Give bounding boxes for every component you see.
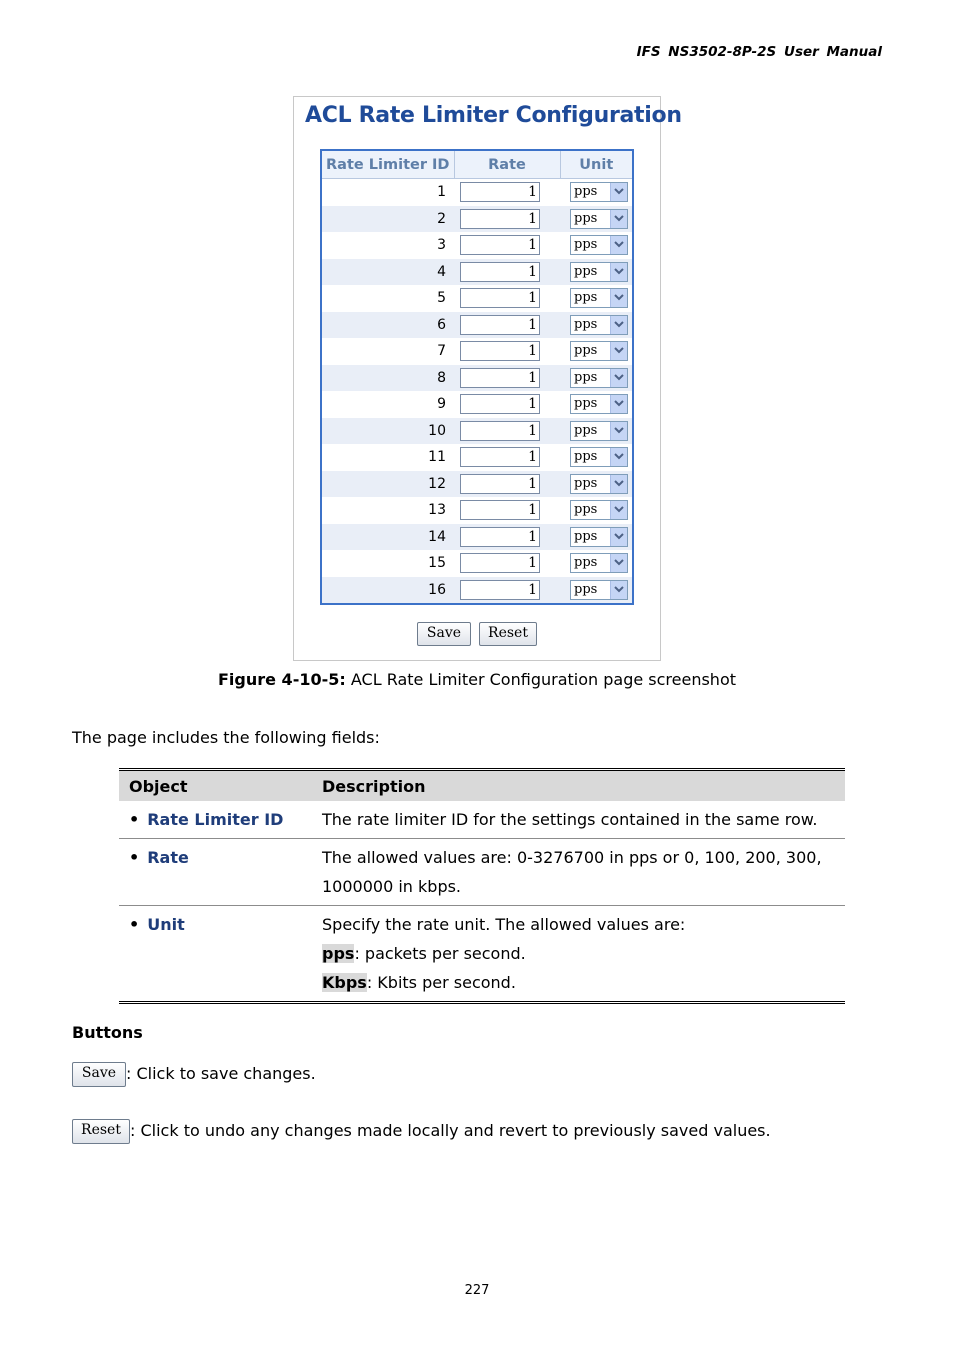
rate-cell xyxy=(454,444,560,471)
unit-select[interactable] xyxy=(570,341,628,361)
rate-limiter-id: 2 xyxy=(321,206,454,233)
rate-cell xyxy=(454,206,560,233)
bullet-icon: • xyxy=(129,810,140,829)
description-cell xyxy=(312,839,845,906)
chevron-down-icon[interactable] xyxy=(610,501,627,519)
table-row xyxy=(321,550,633,577)
rate-limiter-id: 12 xyxy=(321,471,454,498)
table-row xyxy=(321,312,633,339)
unit-cell xyxy=(560,232,633,259)
table-row xyxy=(321,418,633,445)
chevron-down-icon[interactable] xyxy=(610,395,627,413)
rate-limiter-table xyxy=(320,149,634,605)
rate-input[interactable]: 1 xyxy=(460,553,540,573)
rate-input[interactable]: 1 xyxy=(460,474,540,494)
unit-select-value: pps xyxy=(574,528,598,544)
rate-limiter-id: 10 xyxy=(321,418,454,445)
rate-cell xyxy=(454,391,560,418)
buttons-heading: Buttons xyxy=(72,1023,143,1042)
unit-select[interactable] xyxy=(570,368,628,388)
description-line: The rate limiter ID for the settings contained in the same row. xyxy=(322,810,818,829)
unit-select[interactable] xyxy=(570,235,628,255)
rate-input[interactable]: 1 xyxy=(460,235,540,255)
unit-cell xyxy=(560,497,633,524)
rate-cell xyxy=(454,232,560,259)
unit-cell xyxy=(560,259,633,286)
unit-cell xyxy=(560,444,633,471)
unit-cell xyxy=(560,338,633,365)
chevron-down-icon[interactable] xyxy=(610,289,627,307)
rate-cell xyxy=(454,338,560,365)
unit-select-value: pps xyxy=(574,263,598,279)
unit-cell xyxy=(560,577,633,605)
save-desc-text: : Click to save changes. xyxy=(126,1064,316,1083)
description-cell xyxy=(312,906,845,1003)
rate-cell xyxy=(454,471,560,498)
rate-input[interactable]: 1 xyxy=(460,288,540,308)
unit-select-value: pps xyxy=(574,502,598,518)
figure-caption xyxy=(0,670,954,689)
description-line: Specify the rate unit. The allowed values are: xyxy=(322,915,686,934)
rate-input[interactable]: 1 xyxy=(460,580,540,600)
rate-cell xyxy=(454,550,560,577)
table-row xyxy=(321,365,633,392)
unit-cell xyxy=(560,206,633,233)
unit-cell xyxy=(560,179,633,206)
unit-cell xyxy=(560,365,633,392)
save-button-description xyxy=(72,1062,316,1087)
rate-limiter-id: 6 xyxy=(321,312,454,339)
rate-limiter-id: 11 xyxy=(428,449,446,466)
unit-cell xyxy=(560,391,633,418)
chevron-down-icon[interactable] xyxy=(610,528,627,546)
unit-select-value: pps xyxy=(574,184,598,200)
unit-select[interactable] xyxy=(570,553,628,573)
table-row xyxy=(321,444,633,471)
unit-select-value: pps xyxy=(574,369,598,385)
caption-text: ACL Rate Limiter Configuration page screenshot xyxy=(345,670,736,689)
chevron-down-icon[interactable] xyxy=(610,554,627,572)
unit-select[interactable] xyxy=(570,182,628,202)
unit-select[interactable] xyxy=(570,315,628,335)
unit-cell xyxy=(560,312,633,339)
rate-input[interactable]: 1 xyxy=(460,368,540,388)
unit-select[interactable] xyxy=(570,447,628,467)
column-header-unit: Unit xyxy=(560,150,633,179)
unit-select-value: pps xyxy=(574,422,598,438)
running-header: IFS NS3502-8P-2S User Manual xyxy=(636,44,882,60)
column-header-id: Rate Limiter ID xyxy=(321,150,454,179)
unit-select-value: pps xyxy=(574,475,598,491)
chevron-down-icon[interactable] xyxy=(610,422,627,440)
unit-select-value: pps xyxy=(574,316,598,332)
object-name: Unit xyxy=(147,915,185,934)
rate-cell xyxy=(454,524,560,551)
option-key: pps xyxy=(322,944,355,963)
rate-limiter-id: 15 xyxy=(428,555,446,572)
save-button-sample[interactable]: Save xyxy=(72,1062,126,1087)
table-row xyxy=(321,471,633,498)
rate-limiter-id: 1 xyxy=(437,184,446,201)
unit-select[interactable] xyxy=(570,580,628,600)
object-cell xyxy=(119,801,312,839)
rate-input[interactable]: 1 xyxy=(460,209,540,229)
option-text: : Kbits per second. xyxy=(366,973,516,992)
rate-input[interactable]: 1 xyxy=(460,447,540,467)
unit-select[interactable] xyxy=(570,421,628,441)
option-key: Kbps xyxy=(322,973,367,992)
rate-cell xyxy=(454,577,560,605)
table-row xyxy=(321,497,633,524)
unit-select-value: pps xyxy=(574,237,598,253)
rate-limiter-id: 7 xyxy=(437,343,446,360)
unit-select[interactable] xyxy=(570,394,628,414)
object-cell xyxy=(119,839,312,906)
rate-input[interactable]: 1 xyxy=(460,394,540,414)
unit-select-value: pps xyxy=(574,343,598,359)
save-button[interactable]: Save xyxy=(417,622,471,646)
unit-select[interactable] xyxy=(570,474,628,494)
unit-cell xyxy=(560,418,633,445)
chevron-down-icon[interactable] xyxy=(610,581,627,599)
rate-cell xyxy=(454,497,560,524)
rate-limiter-id: 9 xyxy=(437,396,446,413)
unit-cell xyxy=(560,471,633,498)
fields-header-description: Description xyxy=(312,770,845,802)
unit-select-value: pps xyxy=(574,210,598,226)
unit-select-value: pps xyxy=(574,396,598,412)
unit-cell xyxy=(560,285,633,312)
unit-select[interactable] xyxy=(570,527,628,547)
unit-cell xyxy=(560,550,633,577)
caption-label: Figure 4-10-5: xyxy=(217,670,346,689)
rate-cell xyxy=(454,418,560,445)
reset-button-sample[interactable]: Reset xyxy=(72,1119,130,1144)
reset-button[interactable]: Reset xyxy=(479,622,537,646)
option-text: : packets per second. xyxy=(354,944,526,963)
unit-select-value: pps xyxy=(574,290,598,306)
table-row xyxy=(321,206,633,233)
fields-header-object: Object xyxy=(119,770,312,802)
description-cell xyxy=(312,801,845,839)
object-name: Rate xyxy=(147,848,189,867)
chevron-down-icon[interactable] xyxy=(610,316,627,334)
unit-select[interactable] xyxy=(570,288,628,308)
description-line: 1000000 in kbps. xyxy=(322,877,462,896)
chevron-down-icon[interactable] xyxy=(610,475,627,493)
rate-limiter-id: 16 xyxy=(321,577,454,605)
rate-limiter-id: 5 xyxy=(437,290,446,307)
rate-input[interactable]: 1 xyxy=(460,527,540,547)
intro-text: The page includes the following fields: xyxy=(72,728,380,747)
object-cell xyxy=(119,906,312,1003)
rate-limiter-id: 8 xyxy=(321,365,454,392)
chevron-down-icon[interactable] xyxy=(610,369,627,387)
page-title: ACL Rate Limiter Configuration xyxy=(305,103,682,128)
table-row xyxy=(321,179,633,206)
rate-limiter-id: 4 xyxy=(321,259,454,286)
rate-cell xyxy=(454,312,560,339)
table-row xyxy=(321,285,633,312)
table-row xyxy=(119,906,845,1003)
chevron-down-icon[interactable] xyxy=(610,236,627,254)
unit-select[interactable] xyxy=(570,262,628,282)
table-row xyxy=(321,259,633,286)
chevron-down-icon[interactable] xyxy=(610,342,627,360)
chevron-down-icon[interactable] xyxy=(610,210,627,228)
rate-input[interactable]: 1 xyxy=(460,315,540,335)
reset-button-description xyxy=(72,1119,771,1144)
fields-table xyxy=(119,768,845,1004)
bullet-icon: • xyxy=(129,848,140,867)
chevron-down-icon[interactable] xyxy=(610,263,627,281)
object-name: Rate Limiter ID xyxy=(147,810,284,829)
rate-limiter-id: 3 xyxy=(437,237,446,254)
rate-cell xyxy=(454,259,560,286)
rate-limiter-id: 14 xyxy=(321,524,454,551)
unit-select-value: pps xyxy=(574,555,598,571)
chevron-down-icon[interactable] xyxy=(610,183,627,201)
rate-input[interactable]: 1 xyxy=(460,262,540,282)
table-row xyxy=(321,577,633,605)
unit-select-value: pps xyxy=(574,449,598,465)
table-row xyxy=(119,801,845,839)
column-header-rate: Rate xyxy=(454,150,560,179)
table-row xyxy=(321,338,633,365)
table-row xyxy=(119,839,845,906)
table-row xyxy=(321,391,633,418)
rate-input[interactable]: 1 xyxy=(460,421,540,441)
rate-cell xyxy=(454,285,560,312)
bullet-icon: • xyxy=(129,915,140,934)
table-row xyxy=(321,232,633,259)
rate-cell xyxy=(454,179,560,206)
rate-input[interactable]: 1 xyxy=(460,341,540,361)
screenshot-figure xyxy=(293,96,682,661)
unit-select-value: pps xyxy=(574,581,598,597)
rate-limiter-id: 13 xyxy=(428,502,446,519)
rate-cell xyxy=(454,365,560,392)
unit-select[interactable] xyxy=(570,500,628,520)
rate-input[interactable]: 1 xyxy=(460,182,540,202)
rate-input[interactable]: 1 xyxy=(460,500,540,520)
rate-limiter-rows xyxy=(321,179,633,605)
page-number: 227 xyxy=(464,1283,490,1298)
unit-select[interactable] xyxy=(570,209,628,229)
chevron-down-icon[interactable] xyxy=(610,448,627,466)
description-line: The allowed values are: 0-3276700 in pps or 0, 100, 200, 300, xyxy=(322,848,822,867)
table-row xyxy=(321,524,633,551)
reset-desc-text: : Click to undo any changes made locally and revert to previously saved values. xyxy=(130,1121,771,1140)
unit-cell xyxy=(560,524,633,551)
